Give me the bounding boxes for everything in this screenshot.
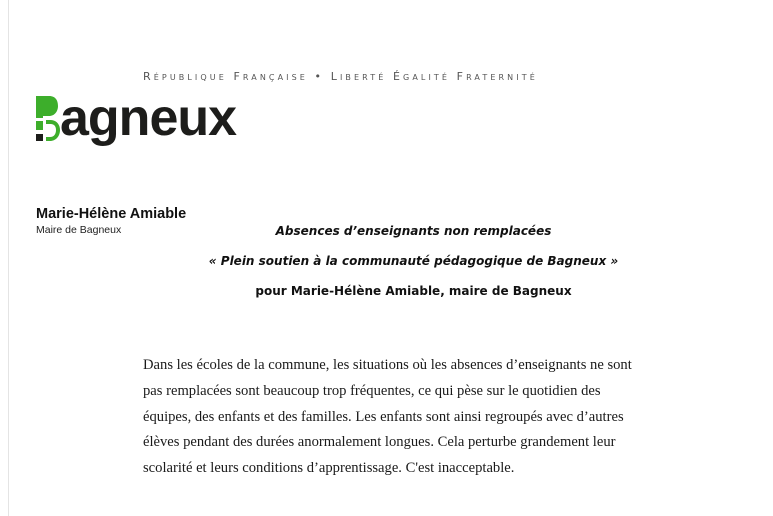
author-title: Maire de Bagneux	[36, 224, 122, 236]
body-line: Dans les écoles de la commune, les situations où les absences d’enseignants ne sont	[143, 357, 632, 373]
logo-wordmark: agneux	[60, 89, 237, 147]
headline-quote: « Plein soutien à la communauté pédagogique de Bagneux »	[208, 254, 619, 268]
headline-title: Absences d’enseignants non remplacées	[275, 224, 552, 238]
body-line: élèves pendant des durées anormalement longues. Cela perturbe grandement leur	[143, 434, 616, 451]
body-line: équipes, des enfants et des familles. Les enfants sont ainsi regroupés avec d’autres	[143, 408, 624, 425]
body-line: scolarité et leurs conditions d’apprentissage. C'est inacceptable.	[143, 460, 515, 477]
body-line: pas remplacées sont beaucoup trop fréquentes, ce qui pèse sur le quotidien des	[143, 382, 601, 399]
body-paragraph	[143, 353, 683, 482]
logo-b-mark-icon	[36, 94, 60, 142]
logo-green-bar-lower	[36, 121, 43, 130]
logo-dark-square	[36, 134, 43, 141]
headline-attribution: pour Marie-Hélène Amiable, maire de Bagneux	[255, 284, 572, 298]
page-edge	[8, 0, 9, 516]
author-name: Marie-Hélène Amiable	[36, 206, 187, 222]
logo-green-bowl	[43, 96, 60, 141]
republic-motto: République Française • Liberté Égalité Fraternité	[143, 70, 538, 83]
logo-green-bar	[36, 96, 43, 118]
bagneux-logo	[36, 89, 276, 154]
